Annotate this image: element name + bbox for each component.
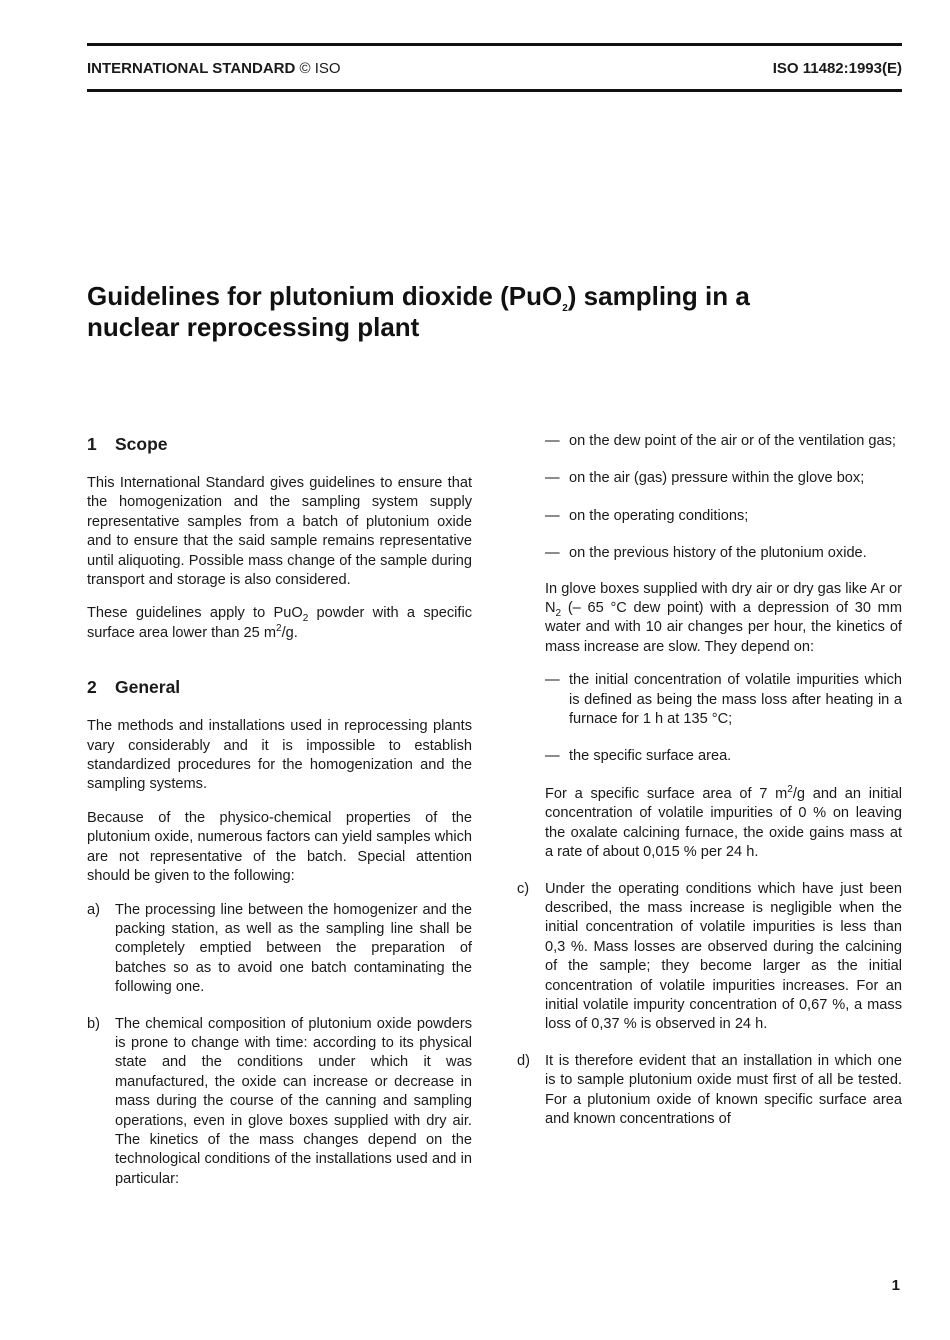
page-number: 1 [891, 1277, 900, 1294]
section-2-title: General [115, 677, 181, 698]
scope-p2-c: /g. [281, 624, 298, 641]
dash-item-impurities [545, 671, 902, 729]
surface-p-a: For a specific surface area of 7 m [545, 785, 788, 802]
dash-mark: — [545, 672, 560, 689]
header-standard-text: INTERNATIONAL STANDARD [87, 60, 296, 77]
dash-mark: — [545, 748, 560, 765]
header-standard-label [87, 60, 341, 77]
surface-p-b: /g and an initial concentration of volatile impurities of 0 % on leaving the oxalate calcining furnace, the oxide gains mass at a rate of about 0,015 % per 24 h. [545, 785, 902, 861]
glove-p-sub: 2 [555, 607, 562, 619]
dash-text: on the previous history of the plutonium oxide. [569, 545, 867, 562]
list-text-a: The processing line between the homogenizer and the packing station, as well as the sampling line shall be completely emptied between the preparation of batches so as to avoid one batch contaminating the following one. [115, 901, 472, 996]
title-line1-pre: Guidelines for plutonium dioxide (PuO [87, 281, 563, 311]
dash-item-operating [545, 507, 902, 526]
dash-mark: — [545, 470, 560, 487]
title-line1-post: ) sampling in a [567, 281, 750, 311]
header-bottom-rule [87, 89, 902, 92]
dash-item-surface-area [545, 747, 902, 766]
list-label-b: b) [87, 1015, 100, 1032]
dash-item-history [545, 544, 902, 563]
list-text-c: Under the operating conditions which have just been described, the mass increase is negligible when the initial concentration of volatile impurities is less than 0,3 %. Mass losses are observed during the calcining of the sample; they become larger as the initial concentration of volatile impurities increases. For an initial volatile impurity concentration of 0,67 %, a mass loss of 0,37 % is observed in 24 h. [545, 880, 902, 1033]
dash-mark: — [545, 507, 560, 524]
scope-p2-b: powder with a specific surface area lower than 25 m [87, 605, 472, 641]
list-item-c [517, 880, 902, 1035]
glove-p-a: In glove boxes supplied with dry air or dry gas like Ar or N [545, 580, 902, 617]
document-title [87, 281, 887, 343]
glove-p-b: (– 65 °C dew point) with a depression of 30 mm water and with 10 air changes per hour, the kinetics of mass increase are slow. They depend on: [545, 600, 902, 655]
header-document-id: ISO 11482:1993(E) [772, 60, 902, 77]
list-item-a [87, 901, 472, 998]
scope-p2-a: These guidelines apply to PuO [87, 605, 303, 622]
surface-p-sup: 2 [787, 784, 793, 796]
list-item-b [87, 1015, 472, 1190]
list-label-a: a) [87, 901, 100, 918]
title-subscript: 2 [562, 303, 568, 315]
dash-item-dew-point [545, 432, 902, 451]
scope-p2-sub: 2 [302, 613, 309, 625]
surface-area-paragraph [545, 785, 902, 863]
list-text-d: It is therefore evident that an installation in which one is to sample plutonium oxide must first of all be tested. For a plutonium oxide of known specific surface area and known concentrations of [545, 1052, 902, 1127]
list-text-b: The chemical composition of plutonium oxide powders is prone to change with time: according to its physical state and the conditions under which it was manufactured, the oxide can increase or decrease in mass during the course of the canning and sampling operations, even in glove boxes supplied with dry air. The kinetics of the mass changes depend on the technological conditions of the installations used and in particular: [115, 1015, 472, 1187]
section-1-number: 1 [87, 434, 97, 454]
section-2-number: 2 [87, 677, 97, 698]
list-item-d [517, 1052, 902, 1130]
dash-text: the specific surface area. [569, 748, 732, 765]
scope-paragraph-1: This International Standard gives guidelines to ensure that the homogenization and the sampling system supply representative samples from a batch of plutonium oxide and to ensure that the said sample remains representative until aliquoting. Possible mass change of the sample during transport and storage is also considered. [87, 475, 472, 589]
dash-item-pressure [545, 469, 902, 488]
general-paragraph-1: The methods and installations used in reprocessing plants vary considerably and it is impossible to establish standardized procedures for the homogenization and the sampling systems. [87, 718, 472, 793]
scope-p2-sup: 2 [276, 622, 282, 634]
dash-text: the initial concentration of volatile impurities which is defined as being the mass loss after heating in a furnace for 1 h at 135 °C; [569, 672, 902, 728]
dash-text: on the operating conditions; [569, 507, 749, 524]
dash-text: on the air (gas) pressure within the glove box; [569, 470, 865, 487]
title-line2: nuclear reprocessing plant [87, 312, 420, 342]
list-label-d: d) [517, 1052, 530, 1069]
left-column [87, 432, 472, 1206]
general-paragraph-2: Because of the physico-chemical properties of the plutonium oxide, numerous factors can yield samples which are not representative of the batch. Special attention should be given to the following: [87, 809, 472, 885]
header-top-rule [87, 43, 902, 46]
right-column [517, 432, 902, 1146]
section-1-heading [87, 432, 472, 456]
section-1-title: Scope [115, 434, 168, 454]
dash-text: on the dew point of the air or of the ventilation gas; [569, 433, 896, 449]
header-org: © ISO [299, 60, 341, 77]
glove-box-paragraph [545, 580, 902, 658]
dash-mark: — [545, 433, 560, 449]
list-label-c: c) [517, 880, 530, 897]
scope-paragraph-2 [87, 604, 472, 643]
dash-mark: — [545, 545, 560, 562]
section-2-heading [87, 675, 472, 699]
